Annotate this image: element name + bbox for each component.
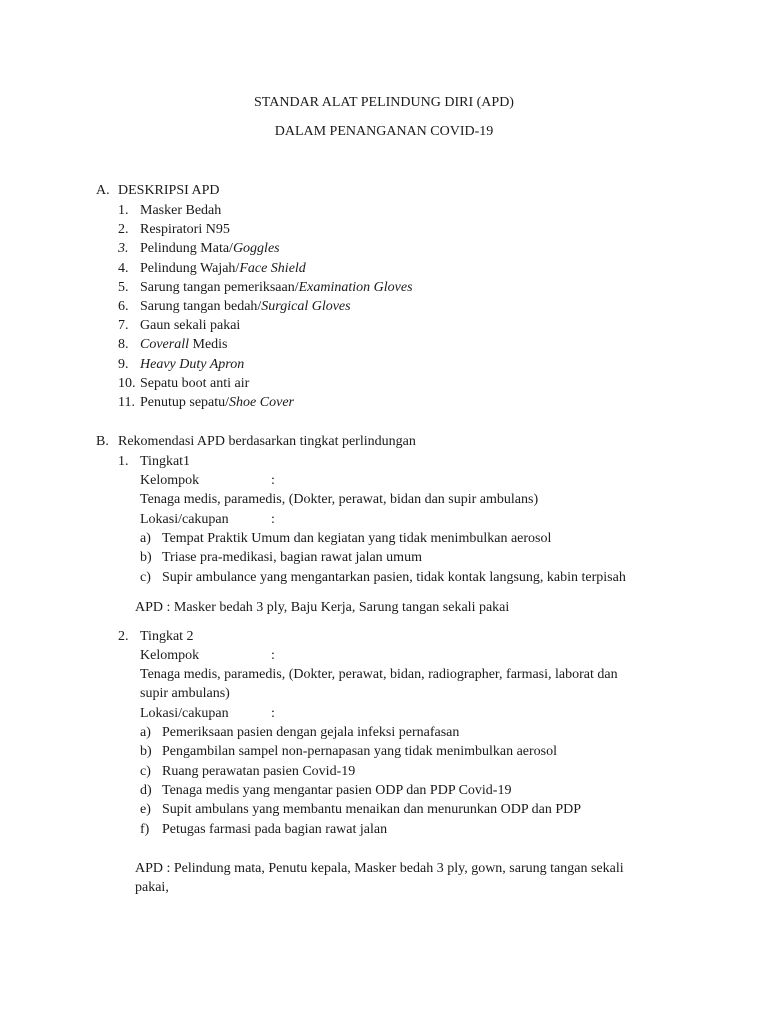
item-text: Sepatu boot anti air: [140, 376, 250, 391]
item-number: 1.: [118, 203, 129, 218]
doc-title-line2: DALAM PENANGANAN COVID-19: [274, 124, 494, 139]
item-number: 2.: [118, 222, 129, 237]
item-letter: a): [140, 725, 151, 740]
level2-number: 2.: [118, 629, 129, 644]
level2-apd-line1: APD : Pelindung mata, Penutu kepala, Masker bedah 3 ply, gown, sarung tangan sekali: [135, 861, 624, 876]
doc-title-line1: STANDAR ALAT PELINDUNG DIRI (APD): [254, 95, 514, 110]
item-text: Supir ambulance yang mengantarkan pasien, tidak kontak langsung, kabin terpisah: [162, 570, 626, 585]
item-text: Coverall Medis: [140, 337, 228, 352]
level2-location-label: Lokasi/cakupan: [140, 706, 229, 721]
item-text: Sarung tangan bedah/Surgical Gloves: [140, 299, 351, 314]
item-letter: e): [140, 802, 151, 817]
level2-location-colon: :: [271, 706, 275, 721]
level1-location-colon: :: [271, 512, 275, 527]
item-text: Ruang perawatan pasien Covid-19: [162, 764, 356, 779]
section-b-marker: B.: [96, 434, 109, 449]
item-number: 4.: [118, 261, 129, 276]
item-text: Masker Bedah: [140, 203, 222, 218]
level1-title: Tingkat1: [140, 454, 191, 469]
section-a-marker: A.: [96, 183, 110, 198]
item-text: Pemeriksaan pasien dengan gejala infeksi pernafasan: [162, 725, 460, 740]
item-letter: b): [140, 744, 152, 759]
level2-group-colon: :: [271, 648, 275, 663]
level2-apd-line2: pakai,: [135, 880, 169, 895]
level2-group-text-line2: supir ambulans): [140, 686, 230, 701]
item-text: Petugas farmasi pada bagian rawat jalan: [162, 822, 388, 837]
level1-group-text: Tenaga medis, paramedis, (Dokter, perawat, bidan dan supir ambulans): [140, 492, 539, 507]
item-number: 3.: [118, 241, 129, 256]
item-text: Penutup sepatu/Shoe Cover: [140, 395, 294, 410]
level1-number: 1.: [118, 454, 129, 469]
level1-location-label: Lokasi/cakupan: [140, 512, 229, 527]
item-letter: c): [140, 570, 151, 585]
item-text: Respiratori N95: [140, 222, 230, 237]
item-text: Gaun sekali pakai: [140, 318, 241, 333]
item-number: 10.: [118, 376, 136, 391]
item-letter: d): [140, 783, 152, 798]
level2-group-text-line1: Tenaga medis, paramedis, (Dokter, perawat, bidan, radiographer, farmasi, laborat dan: [140, 667, 618, 682]
item-number: 8.: [118, 337, 129, 352]
level1-group-label: Kelompok: [140, 473, 200, 488]
item-letter: f): [140, 822, 150, 837]
item-text: Triase pra-medikasi, bagian rawat jalan umum: [162, 550, 422, 565]
level1-apd: APD : Masker bedah 3 ply, Baju Kerja, Sarung tangan sekali pakai: [135, 600, 510, 615]
item-number: 11.: [118, 395, 135, 410]
level2-group-label: Kelompok: [140, 648, 200, 663]
item-text: Pengambilan sampel non-pernapasan yang tidak menimbulkan aerosol: [162, 744, 558, 759]
item-text: Supit ambulans yang membantu menaikan dan menurunkan ODP dan PDP: [162, 802, 582, 817]
item-letter: b): [140, 550, 152, 565]
item-number: 6.: [118, 299, 129, 314]
level2-title: Tingkat 2: [140, 629, 194, 644]
item-text: Heavy Duty Apron: [140, 357, 245, 372]
item-text: Pelindung Mata/Goggles: [140, 241, 280, 256]
section-b-heading: Rekomendasi APD berdasarkan tingkat perlindungan: [118, 434, 416, 449]
item-text: Pelindung Wajah/Face Shield: [140, 261, 306, 276]
item-text: Tempat Praktik Umum dan kegiatan yang tidak menimbulkan aerosol: [162, 531, 552, 546]
section-a-heading: DESKRIPSI APD: [118, 183, 220, 198]
item-number: 9.: [118, 357, 129, 372]
item-letter: c): [140, 764, 151, 779]
item-text: Tenaga medis yang mengantar pasien ODP dan PDP Covid-19: [162, 783, 512, 798]
level1-group-colon: :: [271, 473, 275, 488]
item-number: 7.: [118, 318, 129, 333]
item-text: Sarung tangan pemeriksaan/Examination Gloves: [140, 280, 413, 295]
item-letter: a): [140, 531, 151, 546]
item-number: 5.: [118, 280, 129, 295]
